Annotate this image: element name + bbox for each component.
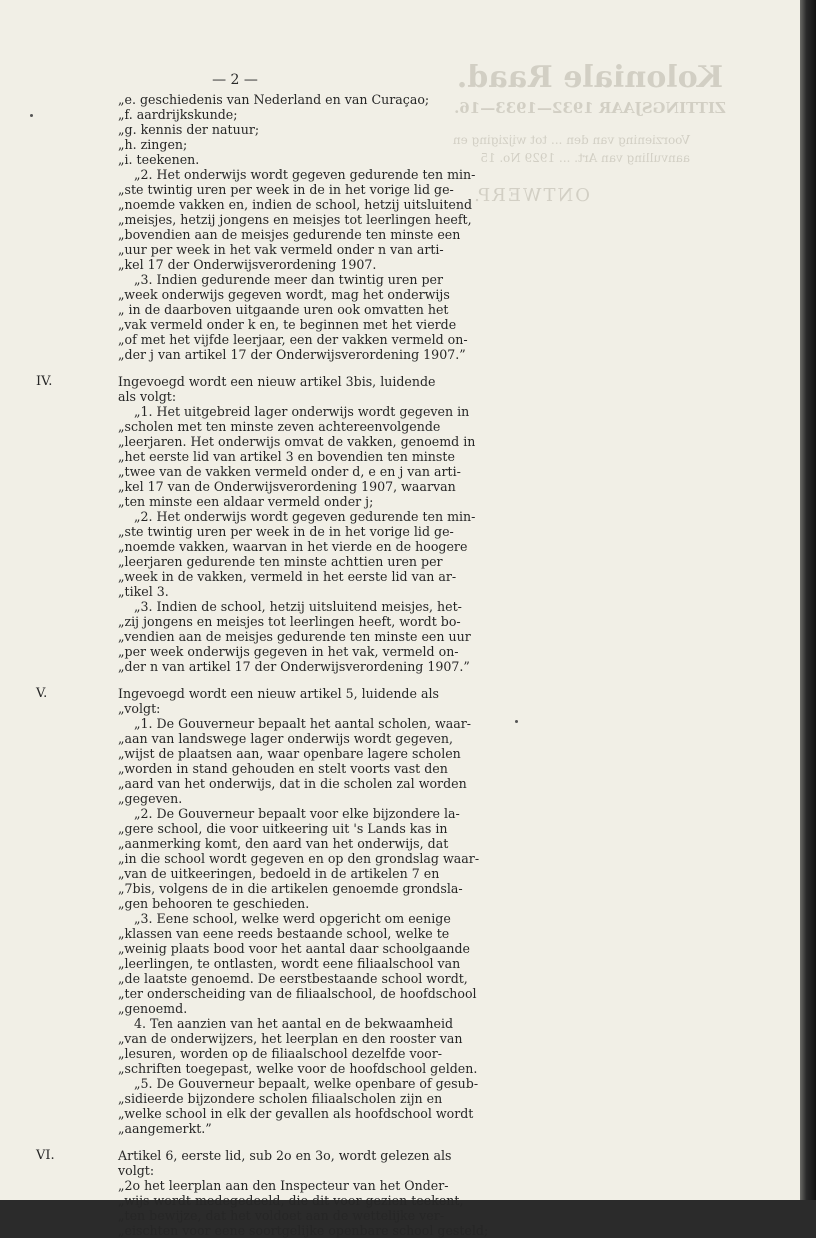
text-line: „3. Eene school, welke werd opgericht om eenige	[134, 911, 451, 926]
text-line: „der n van artikel 17 der Onderwijsverordening 1907.”	[118, 659, 470, 674]
text-line: „ten minste een aldaar vermeld onder j;	[118, 494, 374, 509]
text-line: „2. Het onderwijs wordt gegeven gedurende ten min-	[134, 167, 476, 182]
text-line: „in die school wordt gegeven en op den grondslag waar-	[118, 851, 480, 866]
section-numeral: V.	[36, 686, 48, 701]
text-line: 4. Ten aanzien van het aantal en de bekwaamheid	[134, 1016, 454, 1031]
text-line: „leerjaren. Het onderwijs omvat de vakken, genoemd in	[118, 434, 476, 449]
text-line: „bovendien aan de meisjes gedurende ten minste een	[118, 227, 461, 242]
section-1	[36, 374, 476, 674]
article-sections	[36, 374, 489, 1238]
text-line: „5. De Gouverneur bepaalt, welke openbare of gesub-	[134, 1076, 479, 1091]
text-line: „de laatste genoemd. De eerstbestaande school wordt,	[118, 971, 468, 986]
text-line: „leerlingen, te ontlasten, wordt eene filiaalschool van	[118, 956, 461, 971]
text-line: „per week onderwijs gegeven in het vak, vermeld on-	[118, 644, 459, 659]
text-line: „ste twintig uren per week in de in het vorige lid ge-	[118, 524, 454, 539]
text-line: „vak vermeld onder k en, te beginnen met het vierde	[118, 317, 457, 332]
text-line: „2o het leerplan aan den Inspecteur van het Onder-	[118, 1178, 449, 1193]
margin-mark	[30, 114, 33, 117]
text-line: „kel 17 van de Onderwijsverordening 1907, waarvan	[118, 479, 456, 494]
text-line: als volgt:	[118, 389, 177, 404]
text-line: „gen behooren te geschieden.	[118, 896, 310, 911]
section-3	[36, 1148, 489, 1238]
text-line: „van de uitkeeringen, bedoeld in de artikelen 7 en	[118, 866, 440, 881]
text-line: „f. aardrijkskunde;	[118, 107, 238, 122]
text-line: „of met het vijfde leerjaar, een der vakken vermeld on-	[118, 332, 468, 347]
text-line: „g. kennis der natuur;	[118, 122, 260, 137]
text-line: „het eerste lid van artikel 3 en bovendien ten minste	[118, 449, 455, 464]
text-line: „1. Het uitgebreid lager onderwijs wordt gegeven in	[134, 404, 470, 419]
text-line: „scholen met ten minste zeven achtereenvolgende	[118, 419, 441, 434]
text-line: „aard van het onderwijs, dat in die scholen zal worden	[118, 776, 467, 791]
text-line: „gere school, die voor uitkeering uit 's Lands kas in	[118, 821, 448, 836]
text-line: „volgt:	[118, 701, 161, 716]
text-line: „week onderwijs gegeven wordt, mag het onderwijs	[118, 287, 450, 302]
text-line: „1. De Gouverneur bepaalt het aantal scholen, waar-	[134, 716, 472, 731]
page-edge	[800, 0, 816, 1200]
text-line: „twee van de vakken vermeld onder d, e en j van arti-	[118, 464, 461, 479]
text-line: „vendien aan de meisjes gedurende ten minste een uur	[118, 629, 471, 644]
text-line: „wijst de plaatsen aan, waar openbare lagere scholen	[118, 746, 461, 761]
text-line: „aanmerking komt, den aard van het onderwijs, dat	[118, 836, 449, 851]
text-line: „ in de daarboven uitgaande uren ook omvatten het	[118, 302, 449, 317]
text-line: „kel 17 der Onderwijsverordening 1907.	[118, 257, 377, 272]
text-line: „leerjaren gedurende ten minste achttien uren per	[118, 554, 443, 569]
text-line: „h. zingen;	[118, 137, 188, 152]
text-line: „gegeven.	[118, 791, 183, 806]
bleed-note: Voorziening van den ... tot wijziging en aanvulling van Art. ... 1929 No. 15	[452, 133, 690, 165]
text-line: „ste twintig uren per week in de in het vorige lid ge-	[118, 182, 454, 197]
text-line: „noemde vakken, waarvan in het vierde en de hoogere	[118, 539, 468, 554]
text-line: „tikel 3.	[118, 584, 169, 599]
section-numeral: IV.	[36, 374, 53, 389]
text-line: „van de onderwijzers, het leerplan en den rooster van	[118, 1031, 463, 1046]
text-line: „eischten voor eene soortgelijke openbare school gesteld;	[118, 1223, 489, 1238]
text-line: „e. geschiedenis van Nederland en van Curaçao;	[118, 92, 430, 107]
text-line: „uur per week in het vak vermeld onder n van arti-	[118, 242, 444, 257]
text-line: „noemde vakken en, indien de school, hetzij uitsluitend	[118, 197, 473, 212]
text-line: „7bis, volgens de in die artikelen genoemde grondsla-	[118, 881, 463, 896]
page-number: — 2 —	[212, 72, 258, 88]
opening-paragraphs	[118, 92, 476, 362]
text-line: „genoemd.	[118, 1001, 188, 1016]
text-line: „welke school in elk der gevallen als hoofdschool wordt	[118, 1106, 474, 1121]
text-line: „wijs wordt medegedeeld, die dit voor gezien teekent,	[118, 1193, 464, 1208]
section-2	[36, 686, 480, 1136]
text-line: „2. De Gouverneur bepaalt voor elke bijzondere la-	[134, 806, 460, 821]
bleed-subtitle: ZITTINGSJAAR 1932—1933—16.	[454, 99, 726, 117]
text-line: „2. Het onderwijs wordt gegeven gedurende ten min-	[134, 509, 476, 524]
text-line: „ter onderscheiding van de filiaalschool, de hoofdschool	[118, 986, 477, 1001]
text-line: „i. teekenen.	[118, 152, 200, 167]
text-line: volgt:	[118, 1163, 155, 1178]
document-body	[36, 92, 489, 1238]
text-line: „meisjes, hetzij jongens en meisjes tot leerlingen heeft,	[118, 212, 472, 227]
text-line: „der j van artikel 17 der Onderwijsverordening 1907.”	[118, 347, 466, 362]
margin-mark	[515, 720, 518, 723]
text-line: Ingevoegd wordt een nieuw artikel 5, luidende als	[118, 686, 439, 701]
text-line: „zij jongens en meisjes tot leerlingen heeft, wordt bo-	[118, 614, 461, 629]
text-line: „worden in stand gehouden en stelt voorts vast den	[118, 761, 448, 776]
text-line: Artikel 6, eerste lid, sub 2o en 3o, wordt gelezen als	[118, 1148, 452, 1163]
text-line: „3. Indien de school, hetzij uitsluitend meisjes, het-	[134, 599, 462, 614]
text-line: „schriften toegepast, welke voor de hoofdschool gelden.	[118, 1061, 478, 1076]
text-line: „sidieerde bijzondere scholen filiaalscholen zijn en	[118, 1091, 443, 1106]
bleed-heading: ONTWERP.	[472, 185, 590, 206]
text-line: „aan van landswege lager onderwijs wordt gegeven,	[118, 731, 454, 746]
text-line: „3. Indien gedurende meer dan twintig uren per	[134, 272, 443, 287]
text-line: „ten bewijze, dat het voldoet aan de wettelijke ver-	[118, 1208, 444, 1223]
text-line: „lesuren, worden op de filiaalschool dezelfde voor-	[118, 1046, 443, 1061]
text-line: „aangemerkt.”	[118, 1121, 212, 1136]
text-line: „klassen van eene reeds bestaande school, welke te	[118, 926, 450, 941]
section-numeral: VI.	[36, 1148, 55, 1163]
text-line: Ingevoegd wordt een nieuw artikel 3bis, luidende	[118, 374, 436, 389]
text-line: „weinig plaats bood voor het aantal daar schoolgaande	[118, 941, 470, 956]
bleed-title: Koloniale Raad.	[456, 60, 724, 95]
text-line: „week in de vakken, vermeld in het eerste lid van ar-	[118, 569, 457, 584]
